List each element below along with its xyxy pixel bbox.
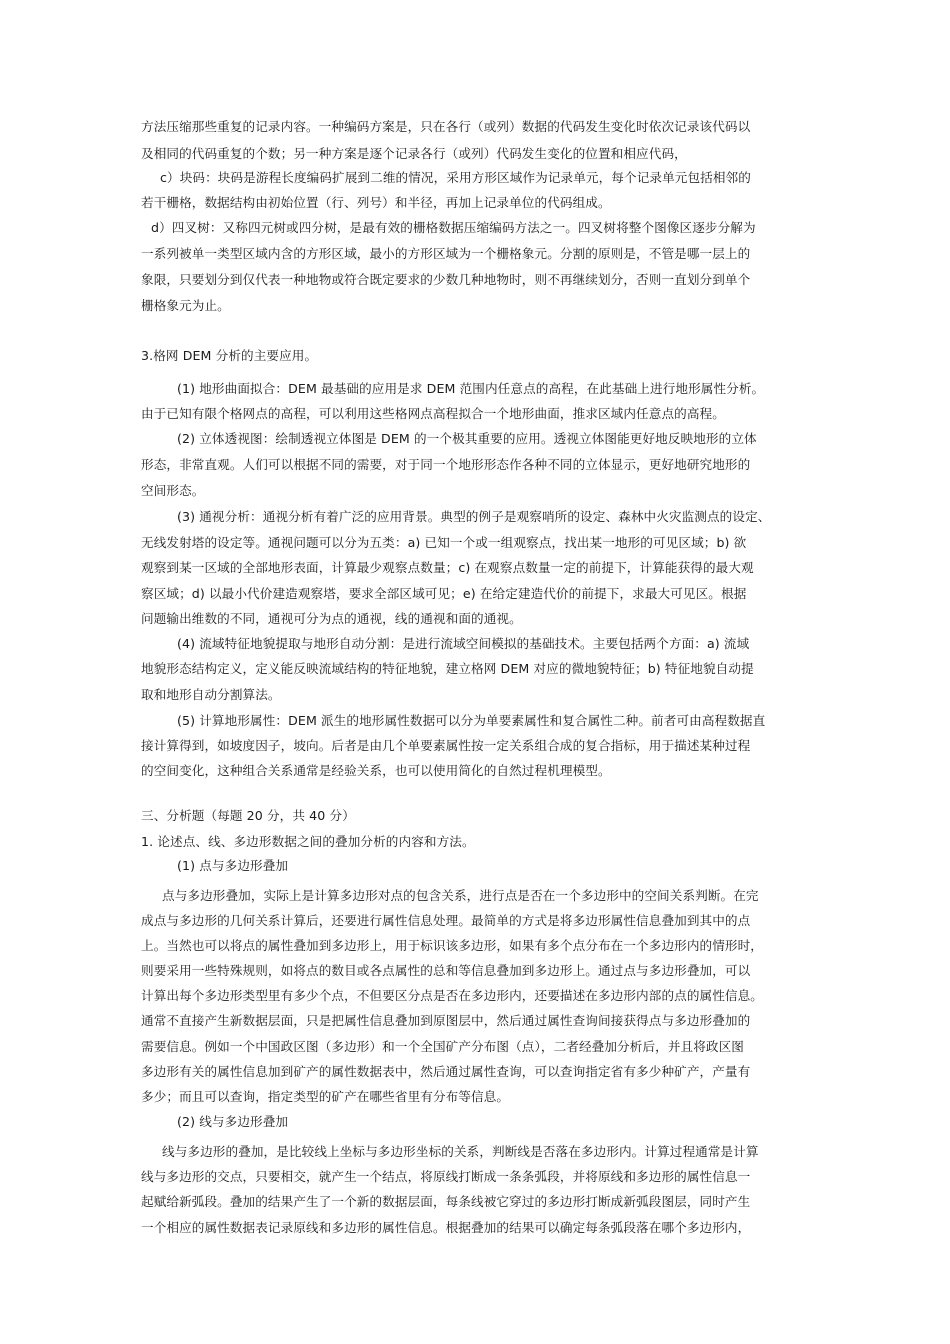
text-line: 线与多边形的交点，只要相交，就产生一个结点，将原线打断成一条条弧段，并将原线和多边形的属性信息一 xyxy=(141,1169,751,1184)
text-line: 地貌形态结构定义，定义能反映流域结构的特征地貌，建立格网 DEM 对应的微地貌特征；b) 特征地貌自动提 xyxy=(141,661,754,676)
text-line: 问题输出维数的不同，通视可分为点的通视，线的通视和面的通视。 xyxy=(141,611,522,626)
text-line: 点与多边形叠加，实际上是计算多边形对点的包含关系，进行点是否在一个多边形中的空间关系判断。在完 xyxy=(162,888,759,903)
text-line: 成点与多边形的几何关系计算后，还要进行属性信息处理。最简单的方式是将多边形属性信息叠加到其中的点 xyxy=(141,913,751,928)
text-line: (5) 计算地形属性：DEM 派生的地形属性数据可以分为单要素属性和复合属性二种。前者可由高程数据直 xyxy=(177,713,766,728)
text-line: 方法压缩那些重复的记录内容。一种编码方案是，只在各行（或列）数据的代码发生变化时依次记录该代码以 xyxy=(141,119,751,134)
text-line: 多少；而且可以查询，指定类型的矿产在哪些省里有分布等信息。 xyxy=(141,1089,510,1104)
text-line: (2) 立体透视图：绘制透视立体图是 DEM 的一个极其重要的应用。透视立体图能更好地反映地形的立体 xyxy=(177,431,757,446)
text-line: 象限，只要划分到仅代表一种地物或符合既定要求的少数几种地物时，则不再继续划分，否则一直划分到单个 xyxy=(141,272,751,287)
text-line: (1) 地形曲面拟合：DEM 最基础的应用是求 DEM 范围内任意点的高程，在此基础上进行地形属性分析。 xyxy=(177,381,765,396)
text-line: 线与多边形的叠加，是比较线上坐标与多边形坐标的关系，判断线是否落在多边形内。计算过程通常是计算 xyxy=(162,1144,759,1159)
text-line: 栅格象元为止。 xyxy=(141,298,230,313)
text-line: 需要信息。例如一个中国政区图（多边形）和一个全国矿产分布图（点），二者经叠加分析后，并且将政区图 xyxy=(141,1039,744,1054)
text-line: 多边形有关的属性信息加到矿产的属性数据表中，然后通过属性查询，可以查询指定省有多少种矿产，产量有 xyxy=(141,1064,751,1079)
subsection-heading: (1) 点与多边形叠加 xyxy=(177,858,289,873)
text-line: 察区域；d) 以最小代价建造观察塔，要求全部区域可见；e) 在给定建造代价的前提下，求最大可见区。根据 xyxy=(141,586,747,601)
text-line: 若干栅格，数据结构由初始位置（行、列号）和半径，再加上记录单位的代码组成。 xyxy=(141,195,611,210)
text-line: 取和地形自动分割算法。 xyxy=(141,687,281,702)
text-line: 空间形态。 xyxy=(141,483,205,498)
text-line: 起赋给新弧段。叠加的结果产生了一个新的数据层面，每条线被它穿过的多边形打断成新弧段图层，同时产生 xyxy=(141,1194,751,1209)
text-line: 上。当然也可以将点的属性叠加到多边形上，用于标识该多边形，如果有多个点分布在一个多边形内的情形时， xyxy=(141,938,763,953)
text-line: 一个相应的属性数据表记录原线和多边形的属性信息。根据叠加的结果可以确定每条弧段落在哪个多边形内， xyxy=(141,1220,751,1235)
text-line: 一系列被单一类型区域内含的方形区域，最小的方形区域为一个栅格象元。分割的原则是，不管是哪一层上的 xyxy=(141,246,751,261)
question-title: 1. 论述点、线、多边形数据之间的叠加分析的内容和方法。 xyxy=(141,834,475,849)
text-line: 形态，非常直观。人们可以根据不同的需要，对于同一个地形形态作各种不同的立体显示，更好地研究地形的 xyxy=(141,457,751,472)
text-line: 及相同的代码重复的个数；另一种方案是逐个记录各行（或列）代码发生变化的位置和相应代码， xyxy=(141,146,687,161)
text-line: 通常不直接产生新数据层面，只是把属性信息叠加到原图层中，然后通过属性查询间接获得点与多边形叠加的 xyxy=(141,1013,751,1028)
subsection-heading: (2) 线与多边形叠加 xyxy=(177,1114,289,1129)
text-line: 接计算得到，如坡度因子，坡向。后者是由几个单要素属性按一定关系组合成的复合指标，用于描述某种过程 xyxy=(141,738,751,753)
text-line: 的空间变化，这种组合关系通常是经验关系，也可以使用简化的自然过程机理模型。 xyxy=(141,763,611,778)
text-line: 观察到某一区域的全部地形表面，计算最少观察点数量；c) 在观察点数量一定的前提下，计算能获得的最大观 xyxy=(141,560,754,575)
text-line: 计算出每个多边形类型里有多少个点，不但要区分点是否在多边形内，还要描述在多边形内部的点的属性信息。 xyxy=(141,988,763,1003)
text-line: (4) 流域特征地貌提取与地形自动分割：是进行流域空间模拟的基础技术。主要包括两个方面：a) 流域 xyxy=(177,636,750,651)
text-line: (3) 通视分析：通视分析有着广泛的应用背景。典型的例子是观察哨所的设定、森林中火灾监测点的设定、 xyxy=(177,509,771,524)
section-heading: 3.格网 DEM 分析的主要应用。 xyxy=(141,348,318,363)
text-line: 无线发射塔的设定等。通视问题可以分为五类：a) 已知一个或一组观察点，找出某一地形的可见区域；b) 欲 xyxy=(141,535,747,550)
text-line: 由于已知有限个格网点的高程，可以利用这些格网点高程拟合一个地形曲面，推求区域内任意点的高程。 xyxy=(141,406,725,421)
text-line: c）块码：块码是游程长度编码扩展到二维的情况，采用方形区域作为记录单元，每个记录单元包括相邻的 xyxy=(160,170,751,185)
text-line: d）四叉树：又称四元树或四分树，是最有效的栅格数据压缩编码方法之一。四叉树将整个图像区逐步分解为 xyxy=(151,220,756,235)
section-heading: 三、分析题（每题 20 分，共 40 分） xyxy=(141,808,355,823)
text-line: 则要采用一些特殊规则，如将点的数目或各点属性的总和等信息叠加到多边形上。通过点与多边形叠加，可以 xyxy=(141,963,751,978)
